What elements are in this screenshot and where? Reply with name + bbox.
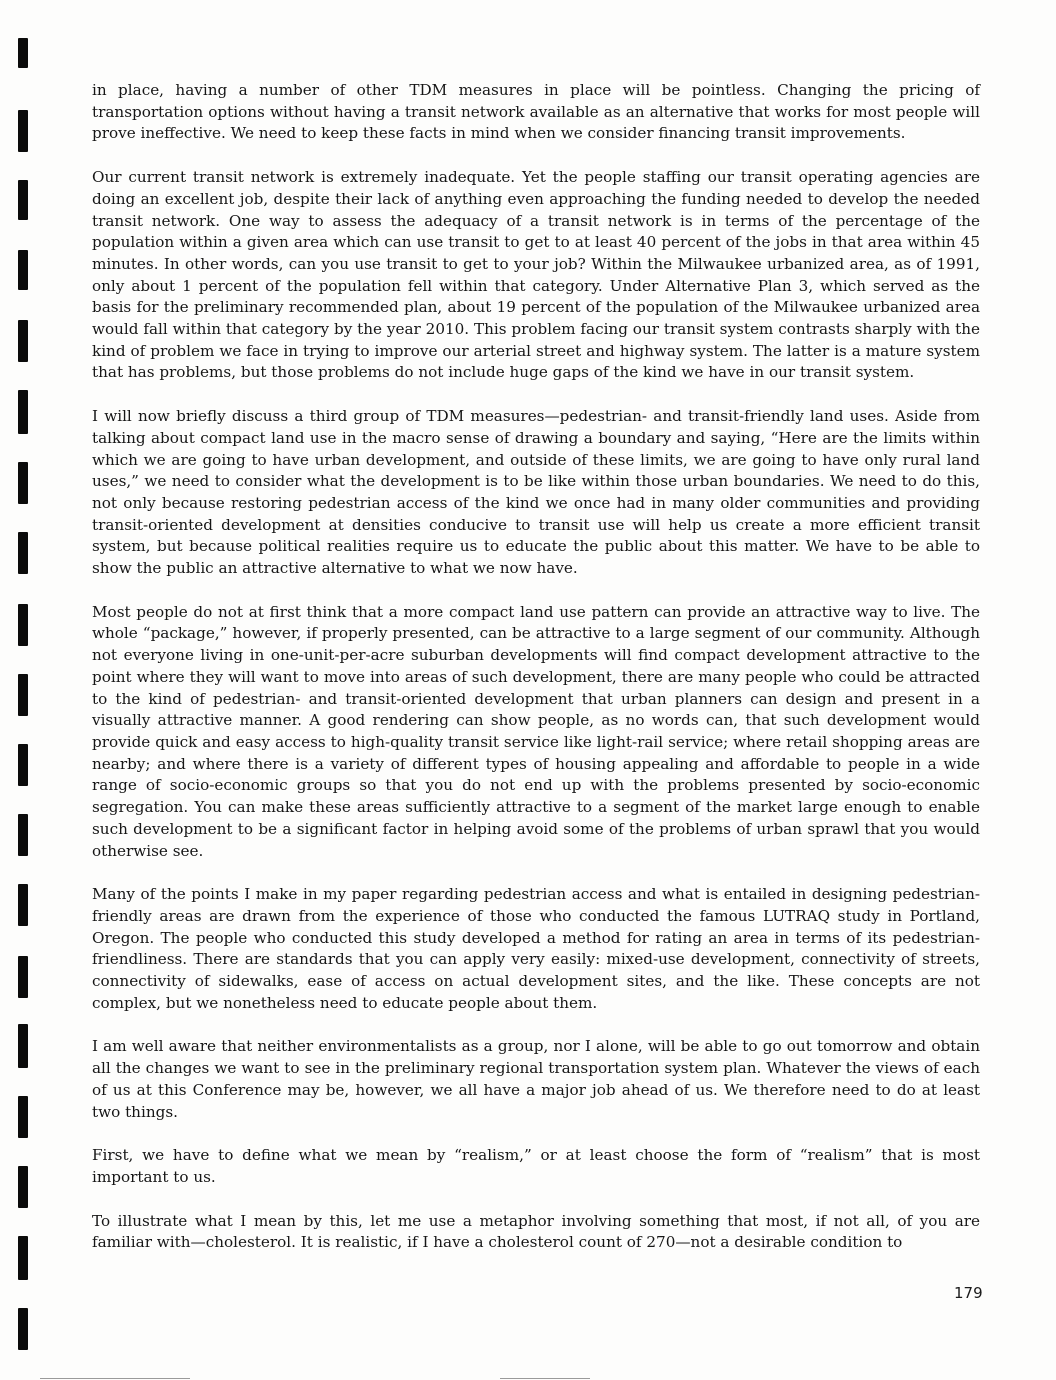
binding-hole — [18, 462, 28, 504]
binding-hole — [18, 956, 28, 998]
binding-hole — [18, 884, 28, 926]
binding-hole — [18, 390, 28, 434]
paragraph: Many of the points I make in my paper regarding pedestrian access and what is entailed in designing pedestrian-friendly areas are drawn from the experience of those who conducted the famous LUTRAQ study in Portland, Oregon. The people who conducted this study developed a method for rating an area in terms of its pedestrian-friendliness. There are standards that you can apply very easily: mixed-use development, connectivity of streets, connectivity of sidewalks, ease of access on actual development sites, and the like. These concepts are not complex, but we nonetheless need to educate people about them. — [92, 885, 980, 1012]
paragraph: To illustrate what I mean by this, let me use a metaphor involving something that most, if not all, of you are familiar with—cholesterol. It is realistic, if I have a cholesterol count of 270—not a desirable condition to — [92, 1211, 980, 1252]
binding-hole — [18, 110, 28, 152]
binding-hole — [18, 1096, 28, 1138]
binding-hole — [18, 674, 28, 716]
paragraph: First, we have to define what we mean by “realism,” or at least choose the form of “realism” that is most important to us. — [92, 1146, 980, 1186]
page-number: 179 — [954, 1284, 983, 1302]
paragraph: Most people do not at first think that a more compact land use pattern can provide an attractive way to live. The whole “package,” however, if properly presented, can be attractive to a large segment of our community. Although not everyone living in one-unit-per-acre suburban developments will find compact development attractive to the point where they will want to move into areas of such development, there are many people who could be attracted to the kind of pedestrian- and transit-oriented development that urban planners can design and present in a visually attractive manner. A good rendering can show people, as no words can, that such development would provide quick and easy access to high-quality transit service like light-rail service; where retail shopping areas are nearby; and where there is a variety of different types of housing appealing and affordable to people in a wide range of socio-economic groups so that you do not end up with the problems presented by socio-economic segregation. You can make these areas sufficiently attractive to a segment of the market large enough to enable such development to be a significant factor in helping avoid some of the problems of urban sprawl that you would otherwise see. — [92, 602, 980, 860]
binding-hole — [18, 1024, 28, 1068]
binding-hole — [18, 532, 28, 574]
body-text — [92, 80, 980, 1276]
binding-hole — [18, 1166, 28, 1208]
binding-hole — [18, 744, 28, 786]
paragraph: I am well aware that neither environmentalists as a group, nor I alone, will be able to go out tomorrow and obtain all the changes we want to see in the preliminary regional transportation system plan. Whatever the views of each of us at this Conference may be, however, we all have a major job ahead of us. We therefore need to do at least two things. — [92, 1037, 980, 1121]
scan-edge-line — [40, 1378, 190, 1379]
paragraph: I will now briefly discuss a third group of TDM measures—pedestrian- and transit-friendly land uses. Aside from talking about compact land use in the macro sense of drawing a boundary and saying, “Here are the limits within which we are going to have urban development, and outside of these limits, we are going to have only rural land uses,” we need to consider what the development is to be like within those urban boundaries. We need to do this, not only because restoring pedestrian access of the kind we once had in many older communities and providing transit-oriented development at densities conducive to transit use will help us create a more efficient transit system, but because political realities require us to educate the public about this matter. We have to be able to show the public an attractive alternative to what we now have. — [92, 407, 980, 578]
binding-hole — [18, 1236, 28, 1280]
binding-hole — [18, 1308, 28, 1350]
binding-hole — [18, 320, 28, 362]
binding-hole — [18, 38, 28, 68]
paragraph: Our current transit network is extremely inadequate. Yet the people staffing our transit operating agencies are doing an excellent job, despite their lack of anything even approaching the funding needed to develop the needed transit network. One way to assess the adequacy of a transit network is in terms of the percentage of the population within a given area which can use transit to get to at least 40 percent of the jobs in that area within 45 minutes. In other words, can you use transit to get to your job? Within the Milwaukee urbanized area, as of 1991, only about 1 percent of the population fell within that category. Under Alternative Plan 3, which served as the basis for the preliminary recommended plan, about 19 percent of the population of the Milwaukee urbanized area would fall within that category by the year 2010. This problem facing our transit system contrasts sharply with the kind of problem we face in trying to improve our arterial street and highway system. The latter is a mature system that has problems, but those problems do not include huge gaps of the kind we have in our transit system. — [92, 168, 980, 382]
binding-hole — [18, 180, 28, 220]
binding-hole — [18, 814, 28, 856]
binding-hole — [18, 604, 28, 646]
scan-edge-line — [500, 1378, 590, 1379]
binding-holes — [18, 0, 32, 1380]
binding-hole — [18, 250, 28, 290]
paragraph: in place, having a number of other TDM measures in place will be pointless. Changing the pricing of transportation options without having a transit network available as an alternative that works for most people will prove ineffective. We need to keep these facts in mind when we consider financing transit improvements. — [92, 81, 980, 143]
